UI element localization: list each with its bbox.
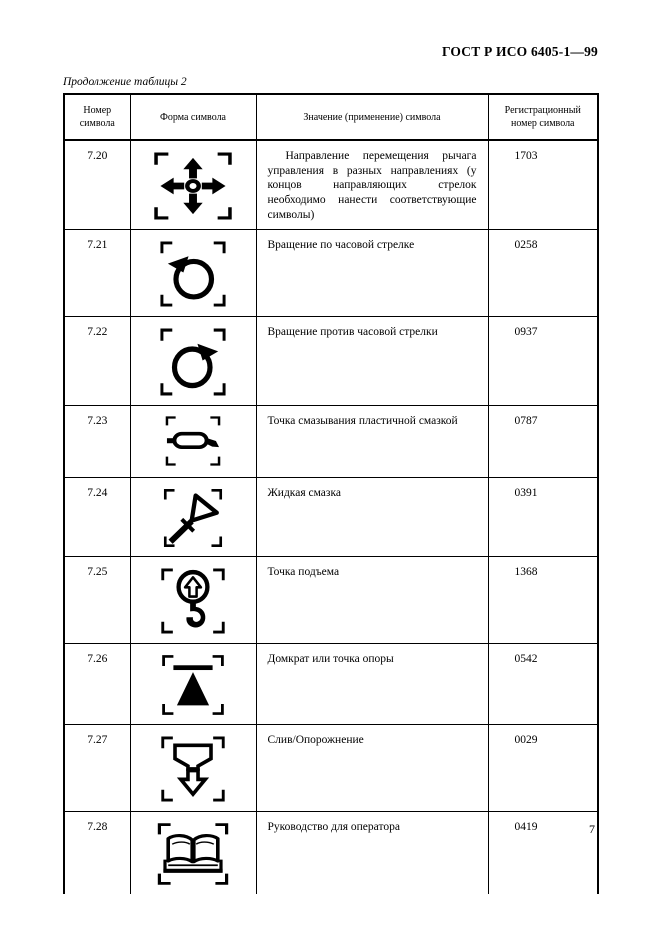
symbol-reg-number: 1703 xyxy=(488,140,598,230)
symbol-reg-number: 0258 xyxy=(488,230,598,317)
symbol-meaning: Точка подъема xyxy=(256,557,488,644)
table-row xyxy=(64,557,598,644)
col-header-symbol-number: Номер символа xyxy=(64,94,130,140)
symbol-number: 7.25 xyxy=(64,557,130,644)
symbol-reg-number: 0937 xyxy=(488,317,598,406)
symbol-meaning: Слив/Опорожнение xyxy=(256,725,488,812)
col-header-reg-number: Регистрационный номер символа xyxy=(488,94,598,140)
symbol-number: 7.21 xyxy=(64,230,130,317)
symbol-meaning: Вращение по часовой стрелке xyxy=(256,230,488,317)
counterclockwise-rotation-icon xyxy=(156,324,230,400)
symbol-number: 7.23 xyxy=(64,406,130,478)
symbol-meaning: Точка смазывания пластичной смазкой xyxy=(256,406,488,478)
table-caption: Продолжение таблицы 2 xyxy=(63,76,187,88)
jack-support-point-icon xyxy=(158,651,228,719)
grease-lubrication-point-icon xyxy=(162,413,224,469)
col-header-symbol-form: Форма символа xyxy=(130,94,256,140)
liquid-lubrication-icon xyxy=(160,485,226,551)
table-row xyxy=(64,644,598,725)
symbol-number: 7.28 xyxy=(64,812,130,895)
symbol-number: 7.24 xyxy=(64,478,130,557)
table-row xyxy=(64,812,598,895)
move-directions-icon xyxy=(149,148,237,224)
symbol-number: 7.27 xyxy=(64,725,130,812)
symbol-meaning: Руководство для оператора xyxy=(256,812,488,895)
symbol-number: 7.20 xyxy=(64,140,130,230)
symbol-reg-number: 1368 xyxy=(488,557,598,644)
lifting-point-icon xyxy=(157,564,229,638)
drain-empty-icon xyxy=(157,732,229,806)
table-row xyxy=(64,317,598,406)
table-row xyxy=(64,140,598,230)
symbol-meaning: Жидкая смазка xyxy=(256,478,488,557)
symbols-table xyxy=(63,93,599,894)
page-number: 7 xyxy=(589,822,595,836)
symbol-meaning: Домкрат или точка опоры xyxy=(256,644,488,725)
symbol-reg-number: 0542 xyxy=(488,644,598,725)
col-header-symbol-meaning: Значение (применение) символа xyxy=(256,94,488,140)
symbol-reg-number: 0419 xyxy=(488,812,598,895)
clockwise-rotation-icon xyxy=(156,237,230,311)
symbol-reg-number: 0029 xyxy=(488,725,598,812)
symbol-number: 7.22 xyxy=(64,317,130,406)
operator-manual-icon xyxy=(153,819,233,889)
symbol-reg-number: 0787 xyxy=(488,406,598,478)
table-row xyxy=(64,478,598,557)
symbol-reg-number: 0391 xyxy=(488,478,598,557)
document-reference: ГОСТ Р ИСО 6405-1—99 xyxy=(441,44,598,59)
symbol-meaning: Вращение против часовой стрелки xyxy=(256,317,488,406)
table-row xyxy=(64,230,598,317)
table-row xyxy=(64,406,598,478)
table-row xyxy=(64,725,598,812)
table-header-row xyxy=(64,94,598,140)
symbol-number: 7.26 xyxy=(64,644,130,725)
symbol-meaning: Направление перемещения рычага управления в разных направлениях (у концов направляющих стрелок необходимо нанести соответствующие символы) xyxy=(256,140,488,230)
